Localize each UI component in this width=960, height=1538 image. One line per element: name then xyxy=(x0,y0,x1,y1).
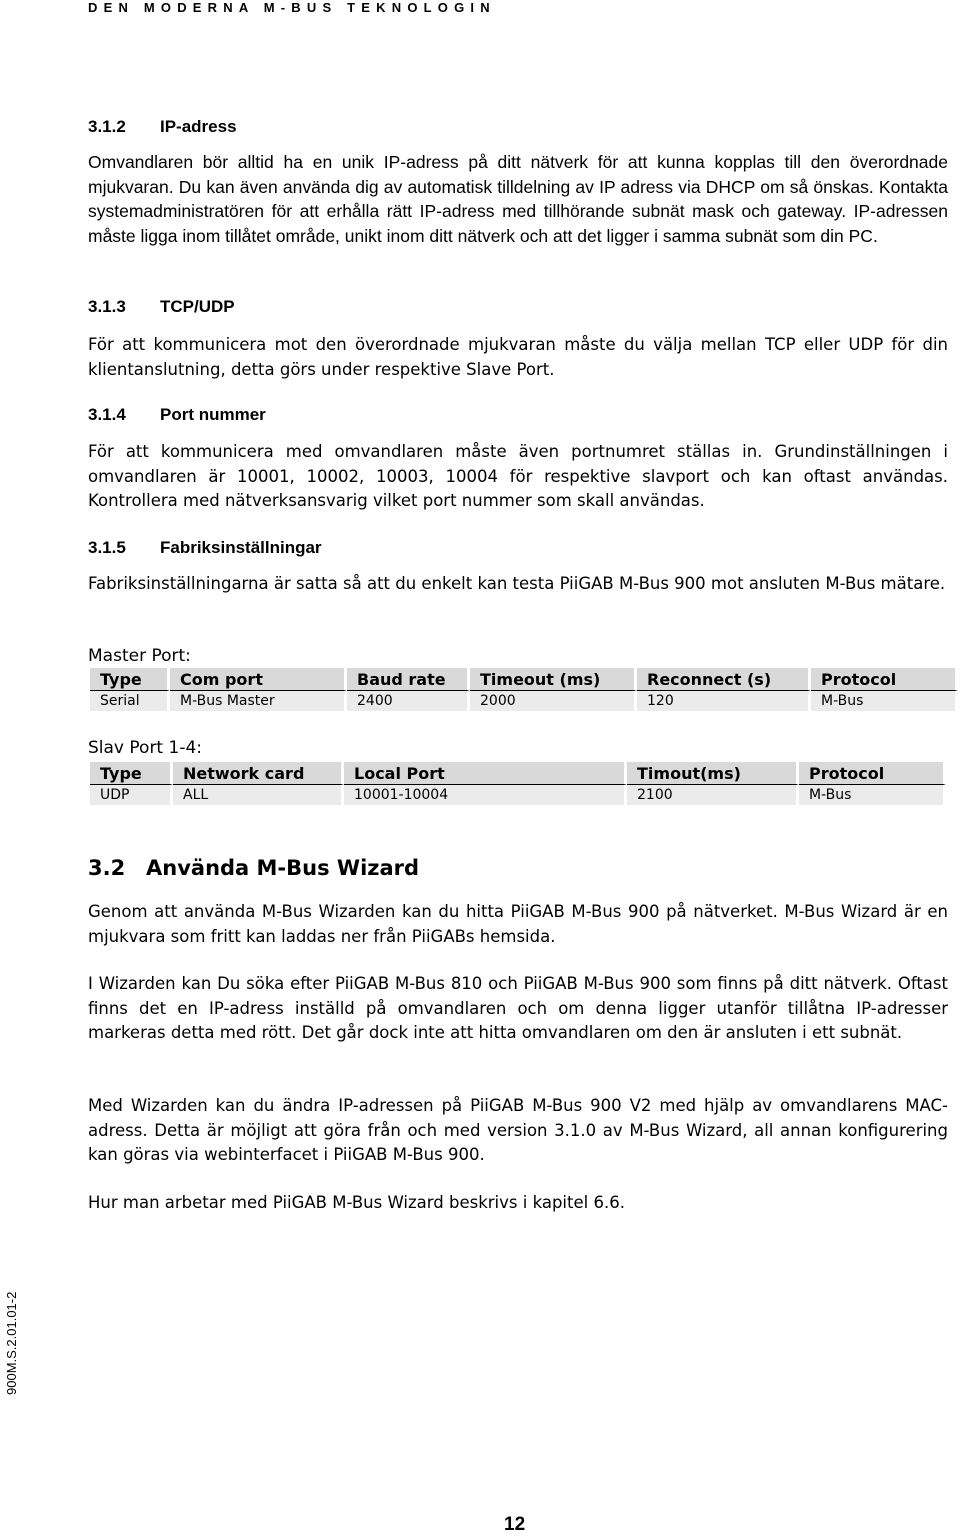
page-number: 12 xyxy=(504,1514,526,1535)
table-cell: ALL xyxy=(173,785,344,805)
table-header-cell: Local Port xyxy=(344,762,627,785)
section-heading-3-2 xyxy=(88,856,419,880)
table-cell: M-Bus xyxy=(799,785,946,805)
master-port-label: Master Port: xyxy=(88,646,191,666)
slave-port-table xyxy=(90,762,946,805)
section-title: Använda M-Bus Wizard xyxy=(146,856,420,880)
table-header-cell: Reconnect (s) xyxy=(637,668,811,691)
table-cell: Serial xyxy=(90,691,170,711)
table-header-cell: Protocol xyxy=(799,762,946,785)
table-row xyxy=(90,691,958,711)
slave-port-label: Slav Port 1-4: xyxy=(88,738,202,758)
section-heading-3-1-2 xyxy=(88,117,237,137)
paragraph-fabriksinstallningar: Fabriksinställningarna är satta så att du enkelt kan testa PiiGAB M-Bus 900 mot ansluten M-Bus mätare. xyxy=(88,574,946,593)
paragraph-wizard-search: I Wizarden kan Du söka efter PiiGAB M-Bus 810 och PiiGAB M-Bus 900 som finns på ditt nätverk. Oftast finns det en IP-adress inställd på omvandlaren och om denna ligger utanför tillåtna IP-adresser markeras detta med rött. Det går dock inte att hitta omvandlaren om den är ansluten i ett subnät. xyxy=(88,974,948,1042)
section-number: 3.2 xyxy=(88,856,126,880)
paragraph-wizard-reference: Hur man arbetar med PiiGAB M-Bus Wizard beskrivs i kapitel 6.6. xyxy=(88,1193,625,1212)
section-title: IP-adress xyxy=(160,117,237,136)
section-title: TCP/UDP xyxy=(160,297,235,316)
section-number: 3.1.4 xyxy=(88,405,126,424)
table-cell: 2000 xyxy=(470,691,637,711)
table-row xyxy=(90,785,946,805)
table-cell: 120 xyxy=(637,691,811,711)
section-number: 3.1.5 xyxy=(88,538,126,557)
table-cell: M-Bus xyxy=(811,691,958,711)
table-header-cell: Protocol xyxy=(811,668,958,691)
table-header-cell: Network card xyxy=(173,762,344,785)
table-header-cell: Timeout (ms) xyxy=(470,668,637,691)
paragraph-wizard-intro: Genom att använda M-Bus Wizarden kan du hitta PiiGAB M-Bus 900 på nätverket. M-Bus Wizard är en mjukvara som fritt kan laddas ner från PiiGABs hemsida. xyxy=(88,902,948,946)
running-header: DEN MODERNA M-BUS TEKNOLOGIN xyxy=(88,0,496,15)
table-cell: M-Bus Master xyxy=(170,691,347,711)
table-header-row xyxy=(90,762,946,785)
paragraph-ip-adress: Omvandlaren bör alltid ha en unik IP-adress på ditt nätverk för att kunna kopplas till den överordnade mjukvaran. Du kan även använda dig av automatisk tilldelning av IP adress via DHCP om så önskas. Kontakta systemadministratören för att erhålla rätt IP-adress med tillhörande subnät mask och gateway. IP-adressen måste ligga inom tillåtet område, unikt inom ditt nätverk och att det ligger i samma subnät som din PC. xyxy=(88,152,948,246)
table-header-cell: Timout(ms) xyxy=(627,762,799,785)
table-header-row xyxy=(90,668,958,691)
section-title: Fabriksinställningar xyxy=(160,538,322,557)
section-number: 3.1.3 xyxy=(88,297,126,316)
paragraph-tcp-udp: För att kommunicera mot den överordnade mjukvaran måste du välja mellan TCP eller UDP för din klientanslutning, detta görs under respektive Slave Port. xyxy=(88,335,948,379)
section-number: 3.1.2 xyxy=(88,117,126,136)
table-header-cell: Baud rate xyxy=(347,668,470,691)
section-heading-3-1-5 xyxy=(88,538,322,558)
section-heading-3-1-4 xyxy=(88,405,266,425)
paragraph-port-nummer: För att kommunicera med omvandlaren måste även portnumret ställas in. Grundinställningen i omvandlaren är 10001, 10002, 10003, 10004 för respektive slavport och kan oftast användas. Kontrollera med nätverksansvarig vilket port nummer som skall användas. xyxy=(88,442,948,510)
document-code: 900M.S.2.01.01-2 xyxy=(4,1291,19,1395)
table-cell: UDP xyxy=(90,785,173,805)
section-heading-3-1-3 xyxy=(88,297,235,317)
table-cell: 2100 xyxy=(627,785,799,805)
paragraph-wizard-mac: Med Wizarden kan du ändra IP-adressen på PiiGAB M-Bus 900 V2 med hjälp av omvandlarens MAC-adress. Detta är möjligt att göra från och med version 3.1.0 av M-Bus Wizard, all annan konfigurering kan göras via webinterfacet i PiiGAB M-Bus 900. xyxy=(88,1096,948,1164)
section-title: Port nummer xyxy=(160,405,266,424)
table-cell: 2400 xyxy=(347,691,470,711)
table-header-cell: Type xyxy=(90,762,173,785)
master-port-table xyxy=(90,668,958,711)
table-header-cell: Type xyxy=(90,668,170,691)
table-cell: 10001-10004 xyxy=(344,785,627,805)
table-header-cell: Com port xyxy=(170,668,347,691)
